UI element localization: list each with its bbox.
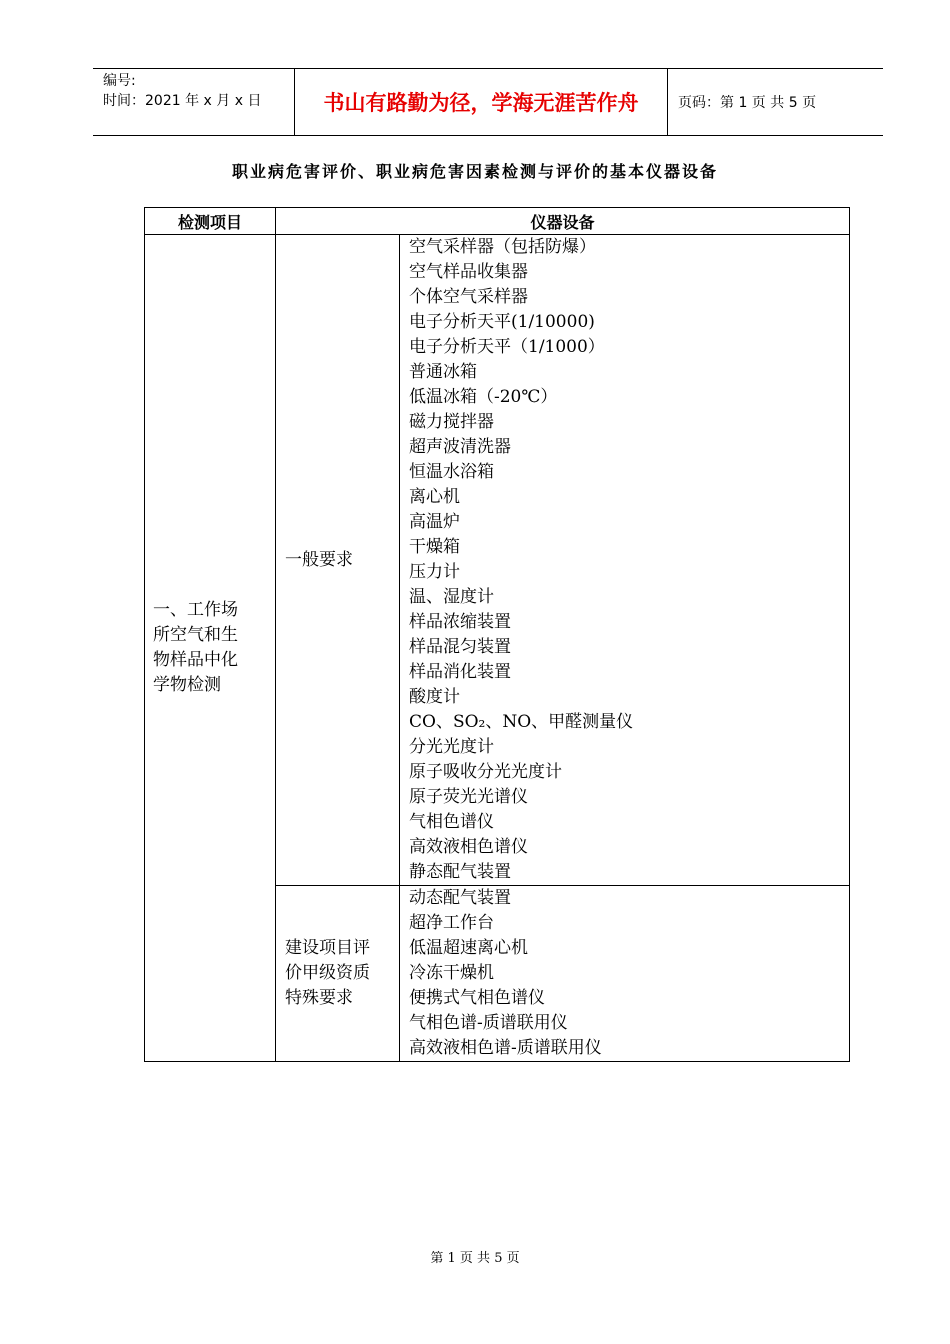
category-cell [145, 235, 276, 1062]
equipment-item: 酸度计 [409, 687, 460, 707]
group-name-line: 建设项目评 [285, 938, 370, 958]
footer-page-number: 第 1 页 共 5 页 [430, 1251, 520, 1266]
equipment-item: 高效液相色谱-质谱联用仪 [409, 1038, 602, 1058]
equipment-item: 干燥箱 [409, 537, 460, 557]
equipment-item: 离心机 [409, 487, 460, 507]
group-name-cell [276, 235, 400, 886]
category-line: 学物检测 [153, 675, 221, 695]
equipment-table [144, 207, 850, 1062]
header-meta [103, 71, 261, 111]
equipment-item: 高温炉 [409, 512, 460, 532]
equipment-item: 动态配气装置 [409, 888, 511, 908]
equipment-item: 低温冰箱（-20℃） [409, 387, 558, 407]
equipment-item: 样品浓缩装置 [409, 612, 511, 632]
header-equipment: 仪器设备 [276, 208, 850, 235]
header-inspection-item: 检测项目 [145, 208, 276, 235]
header-motto: 书山有路勤为径，学海无涯苦作舟 [323, 91, 639, 115]
number-label: 编号: [103, 73, 136, 89]
category-line: 所空气和生 [153, 625, 238, 645]
table-header-row [145, 208, 850, 235]
equipment-item: 电子分析天平（1/1000） [409, 337, 605, 357]
equipment-item: 冷冻干燥机 [409, 963, 494, 983]
document-title: 职业病危害评价、职业病危害因素检测与评价的基本仪器设备 [231, 162, 718, 181]
group-name-line: 价甲级资质 [285, 963, 370, 983]
equipment-item: 温、湿度计 [409, 587, 494, 607]
equipment-item: 压力计 [409, 562, 460, 582]
group-items-cell [400, 235, 850, 886]
group-name-line: 一般要求 [285, 549, 353, 570]
equipment-item: 原子荧光光谱仪 [409, 787, 528, 807]
header-bottom-rule [93, 135, 883, 136]
equipment-item: 样品消化装置 [409, 662, 511, 682]
equipment-item: 普通冰箱 [409, 362, 477, 382]
equipment-item: CO、SO₂、NO、甲醛测量仪 [409, 712, 634, 732]
equipment-item: 气相色谱仪 [409, 812, 494, 832]
equipment-item: 原子吸收分光光度计 [409, 762, 562, 782]
category-line: 物样品中化 [153, 650, 238, 670]
equipment-item: 超声波清洗器 [409, 437, 511, 457]
equipment-item: 空气采样器（包括防爆） [409, 237, 596, 257]
equipment-item: 高效液相色谱仪 [409, 837, 528, 857]
header-divider-right [667, 68, 668, 135]
equipment-item: 空气样品收集器 [409, 262, 528, 282]
table-row [145, 235, 850, 886]
table-body [145, 235, 850, 1062]
group-name-line: 特殊要求 [285, 988, 353, 1008]
time-label: 时间：2021 年 x 月 x 日 [103, 93, 262, 109]
equipment-item: 气相色谱-质谱联用仪 [409, 1013, 568, 1033]
equipment-item: 超净工作台 [409, 913, 494, 933]
equipment-item: 个体空气采样器 [409, 287, 528, 307]
category-line: 一、工作场 [153, 600, 238, 620]
header-divider-left [294, 68, 295, 135]
header-top-rule [93, 68, 883, 69]
header-page-info: 页码：第 1 页 共 5 页 [678, 95, 817, 111]
group-items-cell [400, 886, 850, 1062]
group-name-cell [276, 886, 400, 1062]
equipment-item: 恒温水浴箱 [409, 462, 494, 482]
equipment-item: 电子分析天平(1/10000) [409, 312, 595, 332]
equipment-item: 分光光度计 [409, 737, 494, 757]
equipment-item: 便携式气相色谱仪 [409, 988, 545, 1008]
equipment-item: 静态配气装置 [409, 862, 511, 882]
equipment-item: 磁力搅拌器 [409, 412, 494, 432]
equipment-item: 低温超速离心机 [409, 938, 528, 958]
equipment-item: 样品混匀装置 [409, 637, 511, 657]
